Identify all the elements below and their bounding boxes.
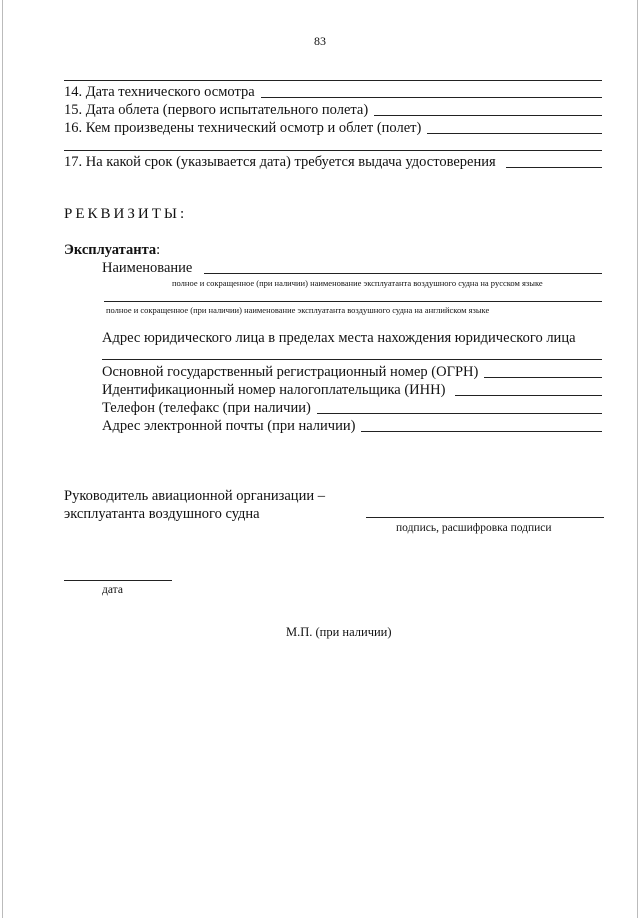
item-17-label: 17. На какой срок (указывается дата) требуется выдача удостоверения xyxy=(64,154,496,170)
item-16-field[interactable] xyxy=(427,133,602,134)
item-16-label: 16. Кем произведены технический осмотр и облет (полет) xyxy=(64,120,422,136)
inn-label: Идентификационный номер налогоплательщика (ИНН) xyxy=(102,382,446,398)
top-rule xyxy=(64,80,602,81)
item-14-label: 14. Дата технического осмотра xyxy=(64,84,255,100)
item-17-row xyxy=(64,154,602,171)
item-16-extra-line[interactable] xyxy=(64,150,602,151)
signature-hint: подпись, расшифровка подписи xyxy=(396,522,552,534)
inn-row xyxy=(102,382,602,399)
signature-field[interactable] xyxy=(366,517,604,518)
phone-label: Телефон (телефакс (при наличии) xyxy=(102,400,311,416)
name-field-ru[interactable] xyxy=(204,273,602,274)
ogrn-row xyxy=(102,364,602,381)
item-17-field[interactable] xyxy=(506,167,602,168)
item-14-field[interactable] xyxy=(261,97,602,98)
name-field-en[interactable] xyxy=(104,301,602,302)
date-hint: дата xyxy=(102,584,123,596)
name-hint-ru: полное и сокращенное (при наличии) наименование эксплуатанта воздушного судна на русском языке xyxy=(172,278,543,288)
requisites-heading: РЕКВИЗИТЫ: xyxy=(64,206,188,222)
operator-colon: : xyxy=(156,242,161,258)
item-16-row xyxy=(64,120,602,137)
item-15-label: 15. Дата облета (первого испытательного полета) xyxy=(64,102,369,118)
phone-field[interactable] xyxy=(317,413,602,414)
phone-row xyxy=(102,400,602,417)
scan-edge-left xyxy=(2,0,3,918)
name-hint-en: полное и сокращенное (при наличии) наименование эксплуатанта воздушного судна на английском языке xyxy=(106,305,490,315)
address-field[interactable] xyxy=(102,359,602,360)
item-14-row xyxy=(64,84,602,101)
head-title-line1: Руководитель авиационной организации – xyxy=(64,488,325,504)
address-label: Адрес юридического лица в пределах места нахождения юридического лица xyxy=(102,330,576,346)
ogrn-field[interactable] xyxy=(484,377,602,378)
email-field[interactable] xyxy=(361,431,602,432)
page-number: 83 xyxy=(314,34,326,48)
inn-field[interactable] xyxy=(455,395,602,396)
name-label: Наименование xyxy=(102,260,193,276)
operator-heading xyxy=(64,242,160,259)
scan-edge-right xyxy=(637,0,638,918)
item-15-field[interactable] xyxy=(374,115,602,116)
head-title-line2: эксплуатанта воздушного судна xyxy=(64,506,260,522)
ogrn-label: Основной государственный регистрационный номер (ОГРН) xyxy=(102,364,479,380)
item-15-row xyxy=(64,102,602,119)
email-label: Адрес электронной почты (при наличии) xyxy=(102,418,356,434)
email-row xyxy=(102,418,602,435)
stamp-label: М.П. (при наличии) xyxy=(286,625,392,639)
operator-label: Эксплуатанта xyxy=(64,242,157,258)
date-field[interactable] xyxy=(64,580,172,581)
